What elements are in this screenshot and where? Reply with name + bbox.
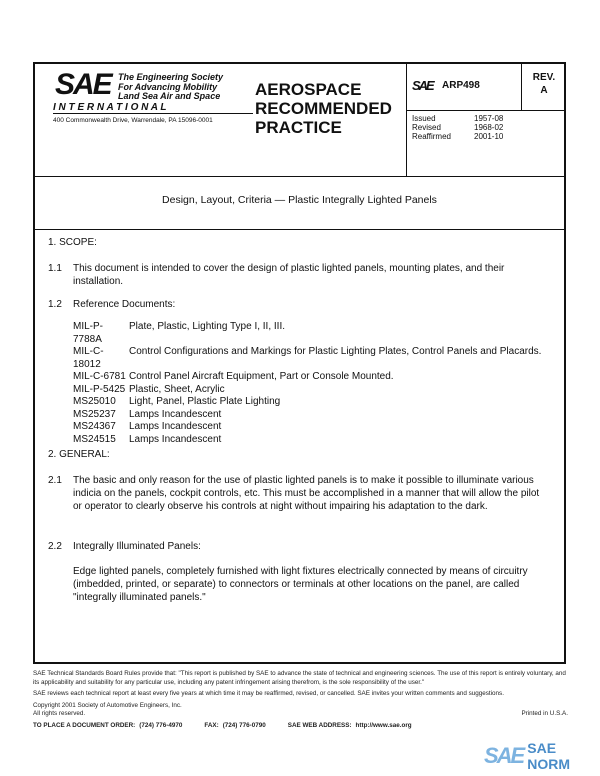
- footer-rights: All rights reserved.: [33, 710, 86, 717]
- footer-printed: Printed in U.S.A.: [521, 710, 568, 717]
- reference-item: [73, 371, 548, 384]
- reference-item: [73, 396, 548, 409]
- reference-description: Lamps Incandescent: [129, 408, 222, 420]
- order-label: TO PLACE A DOCUMENT ORDER:: [33, 721, 136, 729]
- section-1-1-text: This document is intended to cover the design of plastic lighted panels, mounting plates, and their installation.: [73, 263, 505, 287]
- reference-description: Lamps Incandescent: [129, 433, 222, 445]
- reference-item: [73, 434, 548, 447]
- fax-label: FAX:: [204, 721, 219, 729]
- footer-review: SAE reviews each technical report at least every five years at which time it may be reaffirmed, revised, or cancelled. SAE invites your written comments and suggestions.: [33, 690, 504, 697]
- reference-description: Plastic, Sheet, Acrylic: [129, 383, 225, 395]
- international-label: I N T E R N A T I O N A L: [53, 102, 253, 114]
- address: 400 Commonwealth Drive, Warrendale, PA 15096-0001: [53, 117, 213, 124]
- fax-number: (724) 776-0790: [222, 721, 266, 729]
- section-2-2-text: Edge lighted panels, completely furnished with light fixtures electrically connected by means of circuitry (imbedded, printed, or separate) to connectors or terminals at other locations on the panel, are called "integrally illuminated panels.": [73, 566, 528, 603]
- revision: REV. A: [532, 72, 556, 96]
- reference-code: MIL-C-6781: [73, 371, 126, 382]
- footer: [33, 670, 568, 730]
- web-link[interactable]: http://www.sae.org: [355, 721, 412, 729]
- reference-code: MS24367: [73, 421, 116, 432]
- section-number: 2.2: [48, 541, 62, 552]
- section-2-heading: 2. GENERAL:: [48, 449, 110, 460]
- reference-description: Control Panel Aircraft Equipment, Part or Console Mounted.: [129, 371, 394, 382]
- footer-rules: SAE Technical Standards Board Rules provide that: "This report is published by SAE to advance the state of technical and engineering sciences. The use of this report is entirely voluntary, and its applicability and suitability for any particular use, including any patent infringement arising therefrom, is the sole responsibility of the user.": [33, 670, 566, 686]
- web-label: SAE WEB ADDRESS:: [287, 721, 352, 729]
- section-number: 1.2: [48, 299, 62, 310]
- section-1-heading: 1. SCOPE:: [48, 237, 97, 248]
- society-tagline: The Engineering Society For Advancing Mobility Land Sea Air and Space: [118, 72, 224, 101]
- dates-table: Issued 1957-08 Revised 1968-02 Reaffirmed 2001-10: [412, 114, 504, 141]
- section-2-1-text: The basic and only reason for the use of plastic lighted panels is to make it possible to illuminate various indicia on the panels, cockpit controls, etc. This must be accomplished in a manner that will allow the pilot or operator to clearly observe his controls at night without impairing his adaptation to the dark.: [73, 475, 540, 512]
- doc-type: AEROSPACE RECOMMENDED PRACTICE: [255, 80, 392, 137]
- reference-description: Lamps Incandescent: [129, 421, 222, 432]
- watermark-logo: SAE: [484, 743, 524, 768]
- reference-description: Plate, Plastic, Lighting Type I, II, III.: [129, 321, 286, 332]
- reference-code: MS25237: [73, 408, 116, 420]
- reference-item: [73, 346, 548, 371]
- reference-code: MIL-P-5425: [73, 383, 126, 395]
- watermark-text: SAE NORM: [527, 740, 571, 772]
- reference-item: [73, 421, 548, 434]
- reference-item: [73, 321, 548, 346]
- reference-code: MS24515: [73, 433, 116, 445]
- section-number: 2.1: [48, 475, 62, 486]
- sae-logo: SAE: [55, 68, 111, 101]
- section-number: 1.1: [48, 263, 62, 274]
- reference-code: MIL-C-18012: [73, 346, 104, 370]
- sae-small-logo: SAE: [412, 78, 433, 93]
- section-1-2-heading: Reference Documents:: [73, 299, 176, 310]
- footer-copyright: Copyright 2001 Society of Automotive Engineers, Inc.: [33, 701, 182, 709]
- reference-code: MIL-P-7788A: [73, 321, 103, 345]
- reference-description: Control Configurations and Markings for Plastic Lighting Plates, Control Panels and Placards.: [129, 346, 542, 357]
- section-2-2-heading: Integrally Illuminated Panels:: [73, 541, 201, 552]
- order-phone: (724) 776-4970: [139, 721, 183, 729]
- reference-item: [73, 409, 548, 422]
- reference-item: [73, 384, 548, 397]
- doc-number: ARP498: [442, 80, 480, 91]
- reference-list: [73, 321, 548, 446]
- reference-code: MS25010: [73, 396, 116, 407]
- reference-description: Light, Panel, Plastic Plate Lighting: [129, 396, 281, 407]
- document-title: Design, Layout, Criteria — Plastic Integrally Lighted Panels: [162, 194, 437, 206]
- watermark: [484, 740, 600, 772]
